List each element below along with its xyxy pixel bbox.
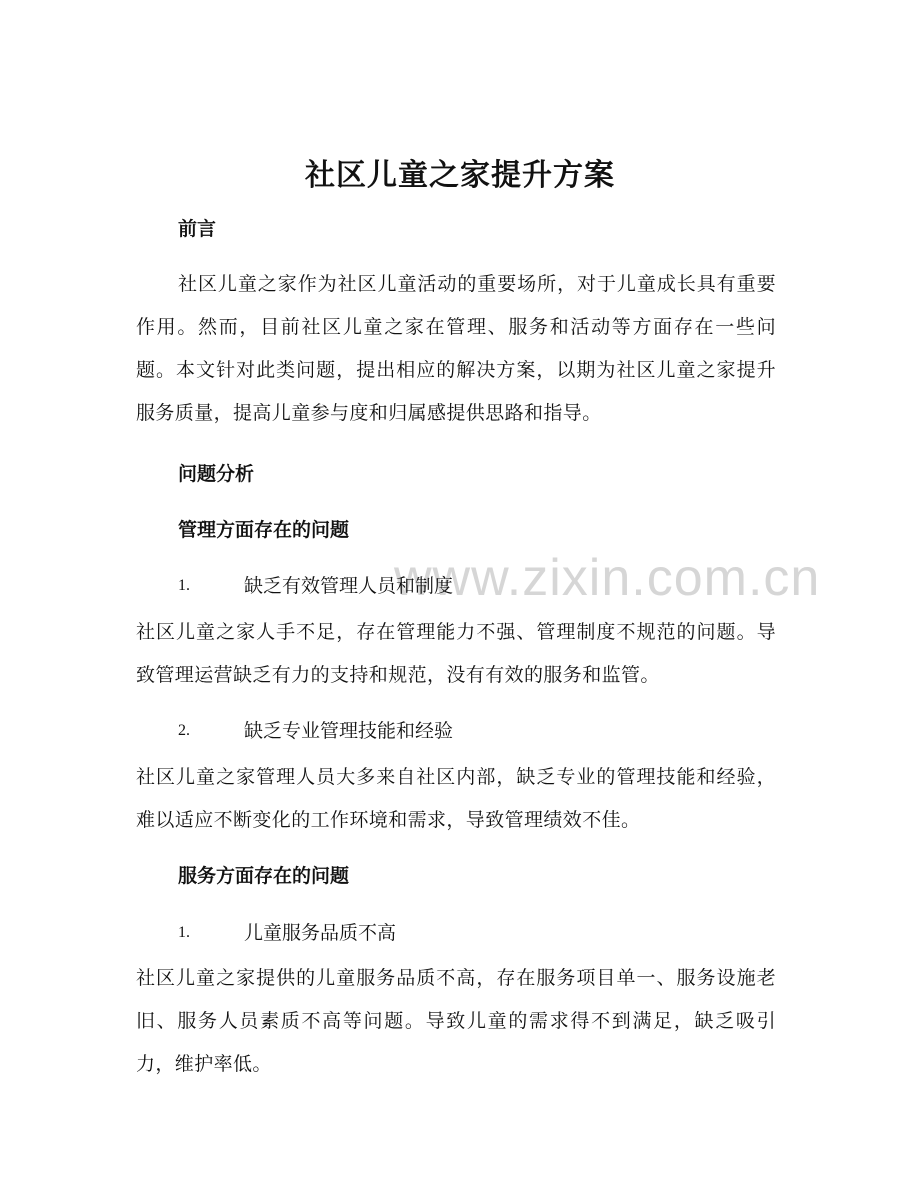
list-number: 1. [178, 577, 190, 594]
list-item-title: 缺乏专业管理技能和经验 [244, 720, 454, 742]
preface-paragraph: 社区儿童之家作为社区儿童活动的重要场所，对于儿童成长具有重要作用。然而，目前社区儿童之家在管理、服务和活动等方面存在一些问题。本文针对此类问题，提出相应的解决方案，以期为社区儿童之家提升服务质量，提高儿童参与度和归属感提供思路和指导。 [136, 273, 776, 424]
analysis-heading: 问题分析 [178, 463, 255, 485]
management-issues-heading: 管理方面存在的问题 [178, 519, 350, 541]
management-issue-2-text: 社区儿童之家管理人员大多来自社区内部，缺乏专业的管理技能和经验，难以适应不断变化的工作环境和需求，导致管理绩效不佳。 [136, 766, 776, 831]
watermark: www.zixin.com.cn [394, 549, 821, 607]
list-item-title: 儿童服务品质不高 [244, 922, 397, 944]
service-issues-heading: 服务方面存在的问题 [178, 865, 350, 887]
document-title: 社区儿童之家提升方案 [305, 158, 615, 193]
preface-heading: 前言 [178, 218, 217, 240]
list-number: 2. [178, 722, 190, 739]
list-item-title: 缺乏有效管理人员和制度 [244, 575, 454, 597]
service-issue-1-text: 社区儿童之家提供的儿童服务品质不高，存在服务项目单一、服务设施老旧、服务人员素质不高等问题。导致儿童的需求得不到满足，缺乏吸引力，维护率低。 [136, 967, 776, 1075]
list-number: 1. [178, 924, 190, 941]
management-issue-1-text: 社区儿童之家人手不足，存在管理能力不强、管理制度不规范的问题。导致管理运营缺乏有力的支持和规范，没有有效的服务和监管。 [136, 621, 776, 686]
